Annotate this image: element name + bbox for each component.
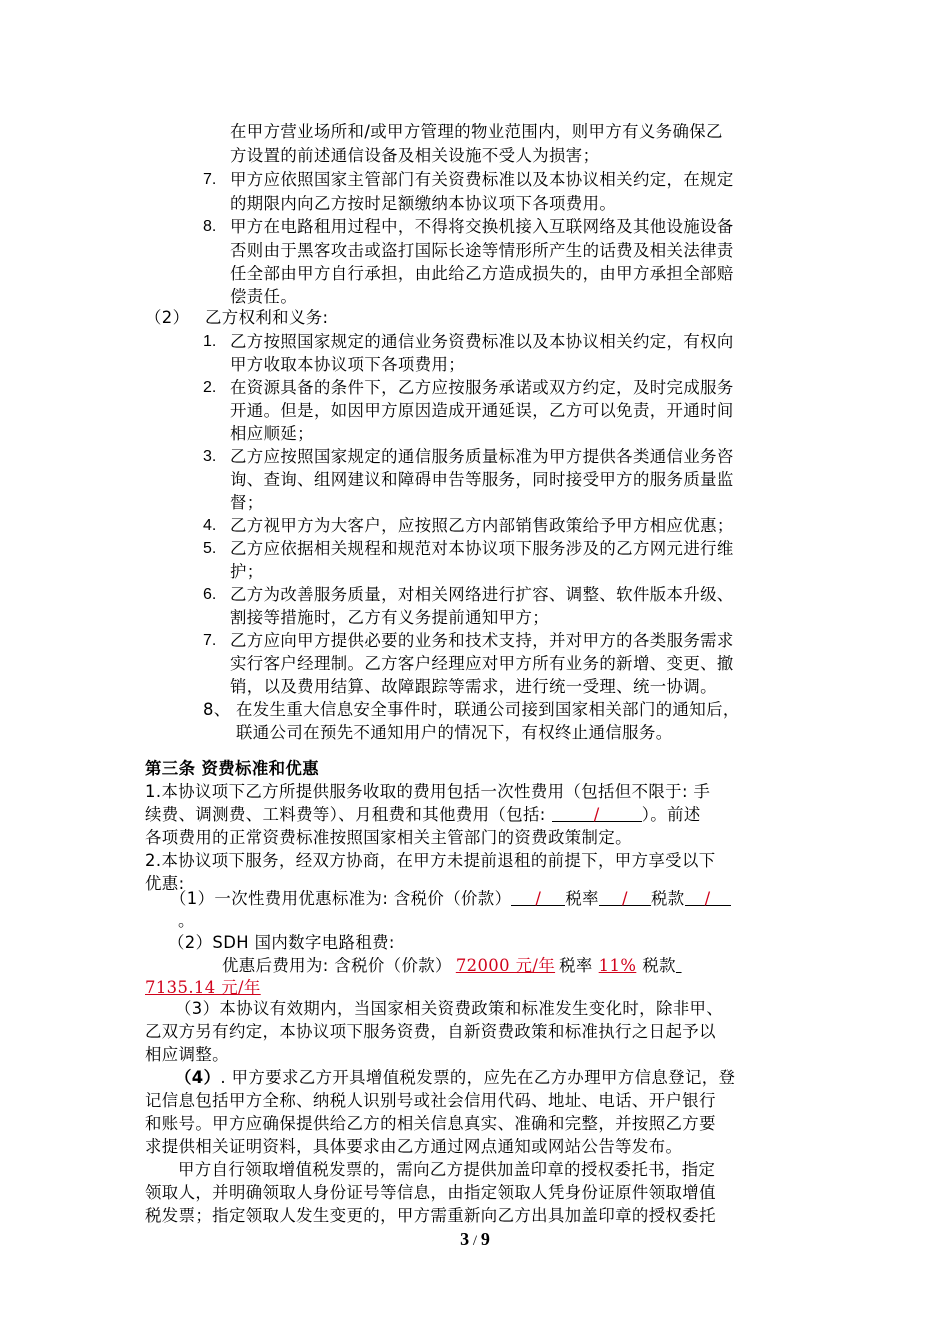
text-line: 督； xyxy=(230,493,264,512)
tax-rate-value: 11% xyxy=(598,956,637,975)
text-line: 割接等措施时，乙方有义务提前通知甲方； xyxy=(230,608,550,627)
text-line: 记信息包括甲方全称、纳税人识别号或社会信用代码、地址、电话、开户银行 xyxy=(145,1091,716,1110)
text-line: 实行客户经理制。乙方客户经理应对甲方所有业务的新增、变更、撤 xyxy=(230,654,734,673)
text-line: 相应调整。 xyxy=(145,1045,229,1064)
text-line: 相应顺延； xyxy=(230,424,314,443)
text-line: （4）. 甲方要求乙方开具增值税发票的，应先在乙方办理甲方信息登记，登 xyxy=(175,1068,736,1087)
list-number: 7. xyxy=(203,632,217,649)
text-line: 2.本协议项下服务，经双方协商，在甲方未提前退租的前提下，甲方享受以下 xyxy=(145,851,716,870)
text-line: 在甲方营业场所和/或甲方管理的物业范围内，则甲方有义务确保乙 xyxy=(230,122,723,141)
text-line: 1.本协议项下乙方所提供服务收取的费用包括一次性费用（包括但不限于: 手 xyxy=(145,782,711,801)
list-number: 5. xyxy=(203,540,217,557)
text-line: 联通公司在预先不通知用户的情况下，有权终止通信服务。 xyxy=(236,723,673,742)
text-line: 乙方按照国家规定的通信业务资费标准以及本协议相关约定，有权向 xyxy=(230,332,734,351)
text-line: 方设置的前述通信设备及相关设施不受人为损害； xyxy=(230,146,600,165)
page-number: 3 / 9 xyxy=(460,1229,490,1249)
text-line: 的期限内向乙方按时足额缴纳本协议项下各项费用。 xyxy=(230,194,617,213)
text-line: 和账号。甲方应确保提供给乙方的相关信息真实、准确和完整，并按照乙方要 xyxy=(145,1114,716,1133)
text-line: 护； xyxy=(230,562,264,581)
text-line: 乙方应向甲方提供必要的业务和技术支持，并对甲方的各类服务需求 xyxy=(230,631,734,650)
text-line: 税发票；指定领取人发生变更的，甲方需重新向乙方出具加盖印章的授权委托 xyxy=(145,1206,716,1225)
list-number: 8、 xyxy=(203,700,231,719)
text-line: 偿责任。 xyxy=(230,287,298,306)
text-line: 在发生重大信息安全事件时，联通公司接到国家相关部门的通知后， xyxy=(236,700,740,719)
list-number: 2. xyxy=(203,379,217,396)
text-line: （3）本协议有效期内，当国家相关资费政策和标准发生变化时，除非甲、 xyxy=(175,999,724,1018)
text-line xyxy=(145,977,271,999)
text-line: 否则由于黑客攻击或盗打国际长途等情形所产生的话费及相关法律责 xyxy=(230,241,734,260)
text-line: 乙方视甲方为大客户，应按照乙方内部销售政策给予甲方相应优惠； xyxy=(230,516,734,535)
text-line: 乙方应按照国家规定的通信服务质量标准为甲方提供各类通信业务咨 xyxy=(230,447,734,466)
tax-amount-value: 7135.14 元/年 xyxy=(145,978,261,997)
list-number: 3. xyxy=(203,448,217,465)
text-line: 甲方在电路租用过程中，不得将交换机接入互联网络及其他设施设备 xyxy=(230,217,734,236)
text-line: （1）一次性费用优惠标准为: 含税价（价款） / 税率 / 税款 / xyxy=(170,888,731,910)
fill-in-blank: / xyxy=(685,888,731,906)
list-number: 1. xyxy=(203,333,217,350)
list-number: 6. xyxy=(203,586,217,603)
text-line: 乙方为改善服务质量，对相关网络进行扩容、调整、软件版本升级、 xyxy=(230,585,734,604)
text-line: 优惠后费用为: 含税价（价款） 72000 元/年 税率 11% 税款 xyxy=(222,956,676,975)
price-value: 72000 元/年 xyxy=(455,956,556,975)
text-line: 续费、调测费、工料费等）、月租费和其他费用（包括: / ）。前述 xyxy=(145,805,701,824)
list-number: 7. xyxy=(203,171,217,188)
fill-in-blank: / xyxy=(599,888,651,906)
text-line: 优惠: xyxy=(145,874,185,893)
list-number: 4. xyxy=(203,517,217,534)
fill-in-blank: / xyxy=(511,888,565,906)
text-line: 乙方应依据相关规程和规范对本协议项下服务涉及的乙方网元进行维 xyxy=(230,539,734,558)
text-line: 领取人，并明确领取人身份证号等信息，由指定领取人凭身份证原件领取增值 xyxy=(145,1183,716,1202)
text-line: 求提供相关证明资料，具体要求由乙方通过网点通知或网站公告等发布。 xyxy=(145,1137,683,1156)
text-line: 询、查询、组网建议和障碍申告等服务，同时接受甲方的服务质量监 xyxy=(230,470,734,489)
article-heading: 第三条 资费标准和优惠 xyxy=(145,759,320,778)
text-line: 甲方收取本协议项下各项费用； xyxy=(230,355,466,374)
text-line: 甲方自行领取增值税发票的，需向乙方提供加盖印章的授权委托书，指定 xyxy=(178,1160,716,1179)
section-label: （2） xyxy=(145,308,190,327)
text-line: 甲方应依照国家主管部门有关资费标准以及本协议相关约定，在规定 xyxy=(230,170,734,189)
section-title: 乙方权利和义务: xyxy=(205,308,329,327)
text-line: 销，以及费用结算、故障跟踪等需求，进行统一受理、统一协调。 xyxy=(230,677,717,696)
fill-in-blank: / xyxy=(552,804,642,822)
list-number: 8. xyxy=(203,218,217,235)
text-line: 乙双方另有约定，本协议项下服务资费，自新资费政策和标准执行之日起予以 xyxy=(145,1022,716,1041)
text-line: 在资源具备的条件下，乙方应按服务承诺或双方约定，及时完成服务 xyxy=(230,378,734,397)
text-line: 开通。但是，如因甲方原因造成开通延误，乙方可以免责，开通时间 xyxy=(230,401,734,420)
text-line: 任全部由甲方自行承担，由此给乙方造成损失的，由甲方承担全部赔 xyxy=(230,264,734,283)
text-line: （2）SDH 国内数字电路租费: xyxy=(168,933,395,952)
text-line: 各项费用的正常资费标准按照国家相关主管部门的资费政策制定。 xyxy=(145,828,632,847)
text-line: 。 xyxy=(178,911,195,930)
